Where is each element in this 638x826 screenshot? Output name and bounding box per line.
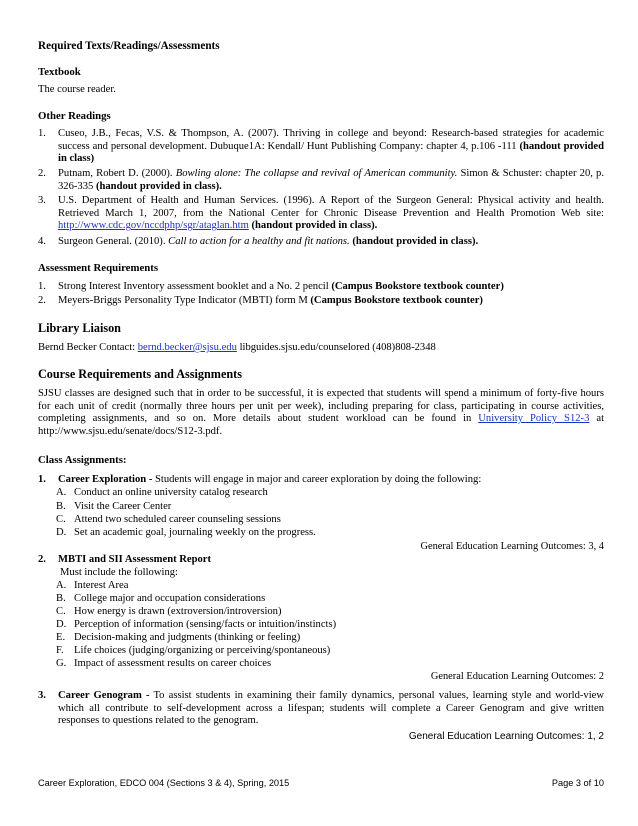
subitem-text: College major and occupation considerations xyxy=(74,593,266,604)
subitem-letter: A. xyxy=(56,487,67,498)
reading-item-4 xyxy=(38,236,604,249)
subitem-text: Impact of assessment results on career choices xyxy=(74,658,272,669)
cdc-link[interactable]: http://www.cdc.gov/nccdphp/sgr/ataglan.htm xyxy=(58,220,249,232)
reading-title-italic: Call to action for a healthy and fit nations. xyxy=(168,236,350,247)
subitem-text: Perception of information (sensing/facts or intuition/instincts) xyxy=(74,619,337,630)
course-requirements-tail: at http://www.sjsu.edu/senate/docs/S12-3.pdf. xyxy=(38,413,605,437)
reading-text: Surgeon General. (2010). xyxy=(58,236,169,247)
assignment-desc: Students will engage in major and career exploration by doing the following: xyxy=(152,474,482,485)
subitem-text: Visit the Career Center xyxy=(74,501,172,512)
assignment-3-outcomes: General Education Learning Outcomes: 1, 2 xyxy=(408,731,604,742)
subitem-text: Set an academic goal, journaling weekly on the progress. xyxy=(74,527,316,538)
subitem-text: Conduct an online university catalog research xyxy=(74,487,268,498)
course-requirements-heading: Course Requirements and Assignments xyxy=(38,367,242,381)
assessment-item-1 xyxy=(38,281,604,294)
page-footer xyxy=(38,778,604,788)
subitem-letter: G. xyxy=(56,658,67,669)
assignment-number: 3. xyxy=(38,690,46,701)
reading-number: 4. xyxy=(38,236,46,247)
reading-item-1 xyxy=(38,128,604,166)
footer-page-number: Page 3 of 10 xyxy=(551,778,604,788)
assessment-number: 1. xyxy=(38,281,46,292)
subitem-text: How energy is drawn (extroversion/introversion) xyxy=(74,606,282,617)
reading-text: U.S. Department of Health and Human Services. (1996). A Report of the Surgeon General: Physical activity and health. Retrieved March 1, 2007, from the National Center for Chronic Disease Prevention and Health Promotion Web site: xyxy=(58,195,604,219)
library-contact-suffix: libguides.sjsu.edu/counselored (408)808-2348 xyxy=(236,342,436,353)
assessment-note: (Campus Bookstore textbook counter) xyxy=(310,295,483,306)
subitem-letter: D. xyxy=(56,527,67,538)
library-heading: Library Liaison xyxy=(38,321,121,335)
reading-number: 3. xyxy=(38,195,46,206)
assignment-1-outcomes: General Education Learning Outcomes: 3, 4 xyxy=(420,541,604,552)
reading-note: (handout provided in class). xyxy=(95,180,222,192)
reading-note: (handout provided in class) xyxy=(58,140,604,165)
assignment-desc: To assist students in examining their family dynamics, personal values, learning style and world-view which all contribute to self-development across a lifespan; students will complete a Career Genogram and give written responses to questions related to the genogram. xyxy=(58,690,604,727)
library-email-link[interactable]: bernd.becker@sjsu.edu xyxy=(137,342,237,353)
subitem-text: Decision-making and judgments (thinking or feeling) xyxy=(74,632,301,643)
assessment-number: 2. xyxy=(38,295,46,306)
assignment-title: Career Genogram - xyxy=(58,690,150,701)
section-title-required-texts: Required Texts/Readings/Assessments xyxy=(38,40,220,52)
reading-text: Putnam, Robert D. (2000). xyxy=(58,168,176,179)
university-policy-link[interactable]: University Policy S12-3 xyxy=(478,413,590,425)
assignment-2-outcomes: General Education Learning Outcomes: 2 xyxy=(430,671,604,682)
reading-note: (handout provided in class). xyxy=(349,236,479,247)
reading-item-3 xyxy=(38,195,604,233)
assessment-note: (Campus Bookstore textbook counter) xyxy=(331,281,504,292)
reading-title-italic: Bowling alone: The collapse and revival of American community. xyxy=(175,168,458,179)
assessment-text: Strong Interest Inventory assessment booklet and a No. 2 pencil xyxy=(58,281,332,292)
reading-number: 2. xyxy=(38,168,46,179)
assignment-title: MBTI and SII Assessment Report xyxy=(58,554,212,565)
reading-item-2 xyxy=(38,168,604,193)
library-contact-prefix: Bernd Becker Contact: xyxy=(38,342,138,353)
subitem-letter: A. xyxy=(56,580,67,591)
subitem-text: Attend two scheduled career counseling sessions xyxy=(74,514,281,525)
subitem-text: Interest Area xyxy=(74,580,129,591)
reading-note: (handout provided in class). xyxy=(248,220,378,232)
reading-text: Cuseo, J.B., Fecas, V.S. & Thompson, A. (2007). Thriving in college and beyond: Research-based strategies for academic success and personal development. Dubuque1A: Kendall/ Hunt Publishing Company: chapter 4, p.106 -111 xyxy=(58,128,604,152)
class-assignments-heading: Class Assignments: xyxy=(38,454,127,466)
footer-course-info: Career Exploration, EDCO 004 (Sections 3 & 4), Spring, 2015 xyxy=(38,778,290,788)
assessment-heading: Assessment Requirements xyxy=(38,262,159,274)
textbook-heading: Textbook xyxy=(38,66,81,78)
subitem-letter: B. xyxy=(56,501,66,512)
subitem-letter: C. xyxy=(56,514,66,525)
assignment-2-intro: Must include the following: xyxy=(60,567,178,578)
subitem-letter: B. xyxy=(56,593,66,604)
course-requirements-text: SJSU classes are designed such that in order to be successful, it is expected that students will spend a minimum of forty-five hours for each unit of credit (normally three hours per unit per week), including preparing for class, participating in course activities, completing assignments, and so on. More details about student workload can be found in xyxy=(38,388,604,425)
subitem-letter: D. xyxy=(56,619,67,630)
other-readings-heading: Other Readings xyxy=(38,110,111,122)
reading-number: 1. xyxy=(38,128,46,139)
subitem-letter: F. xyxy=(56,645,64,656)
assignment-2 xyxy=(38,554,604,674)
assignment-number: 1. xyxy=(38,474,46,485)
library-contact xyxy=(38,342,604,355)
assignment-3 xyxy=(38,690,604,728)
subitem-letter: C. xyxy=(56,606,66,617)
textbook-body: The course reader. xyxy=(38,84,116,95)
subitem-text: Life choices (judging/organizing or perceiving/spontaneous) xyxy=(74,645,331,656)
assignment-number: 2. xyxy=(38,554,46,565)
assignment-title: Career Exploration - xyxy=(58,474,153,485)
assessment-text: Meyers-Briggs Personality Type Indicator (MBTI) form M xyxy=(58,295,311,306)
assessment-item-2 xyxy=(38,295,604,308)
reading-text-cont: Simon & Schuster: chapter 20, p. 326-335 xyxy=(58,168,605,192)
subitem-letter: E. xyxy=(56,632,66,643)
course-requirements-body xyxy=(38,388,604,438)
